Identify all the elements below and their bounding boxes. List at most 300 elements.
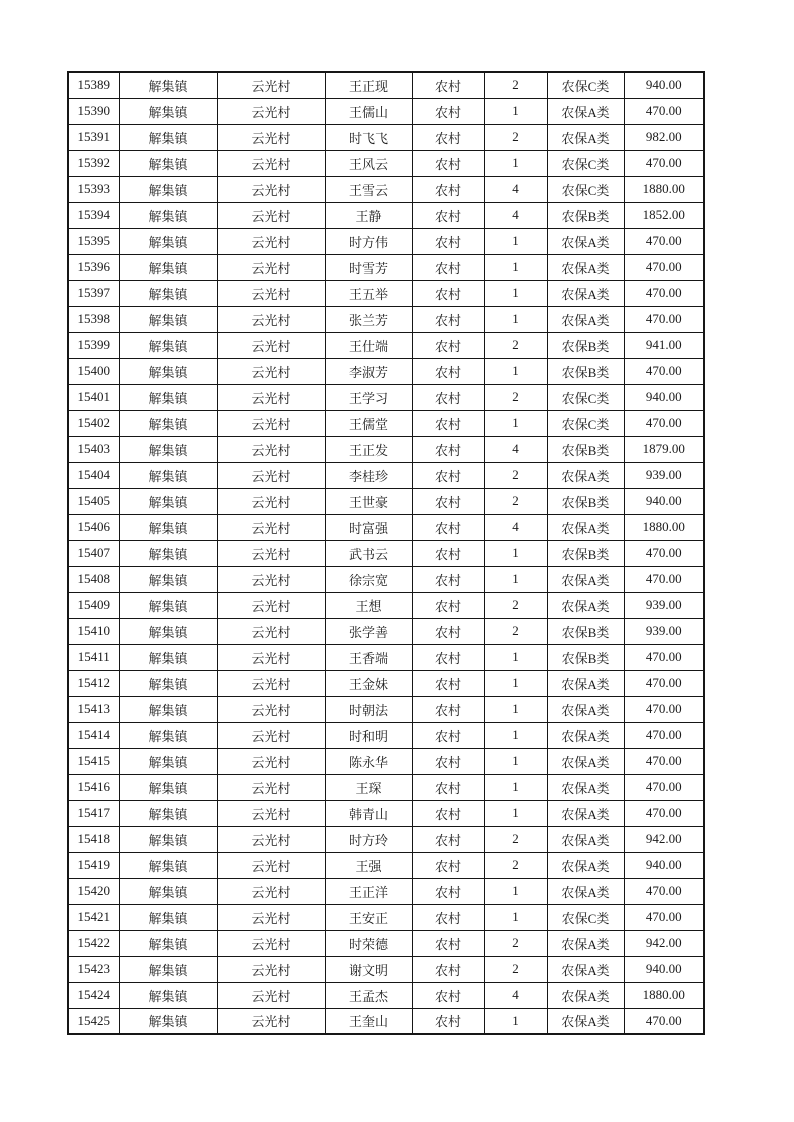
table-row: [68, 774, 704, 800]
cell-serial-number: 15397: [68, 280, 119, 306]
cell-town: 解集镇: [119, 644, 217, 670]
cell-village: 云光村: [217, 826, 325, 852]
table-row: [68, 800, 704, 826]
table-row: [68, 644, 704, 670]
cell-insurance-category: 农保A类: [547, 800, 624, 826]
cell-person-name: 王学习: [325, 384, 412, 410]
cell-person-count: 2: [484, 592, 547, 618]
cell-person-count: 1: [484, 696, 547, 722]
cell-insurance-category: 农保A类: [547, 852, 624, 878]
cell-town: 解集镇: [119, 748, 217, 774]
cell-amount: 470.00: [624, 306, 704, 332]
table-row: [68, 384, 704, 410]
cell-serial-number: 15391: [68, 124, 119, 150]
cell-amount: 470.00: [624, 696, 704, 722]
table-row: [68, 878, 704, 904]
cell-village: 云光村: [217, 488, 325, 514]
cell-insurance-category: 农保B类: [547, 644, 624, 670]
cell-serial-number: 15399: [68, 332, 119, 358]
cell-insurance-category: 农保C类: [547, 410, 624, 436]
cell-person-name: 时和明: [325, 722, 412, 748]
cell-serial-number: 15411: [68, 644, 119, 670]
table-row: [68, 98, 704, 124]
table-row: [68, 228, 704, 254]
cell-person-name: 王奎山: [325, 1008, 412, 1034]
cell-village: 云光村: [217, 878, 325, 904]
cell-amount: 470.00: [624, 670, 704, 696]
cell-village: 云光村: [217, 670, 325, 696]
cell-person-name: 王孟杰: [325, 982, 412, 1008]
cell-serial-number: 15421: [68, 904, 119, 930]
cell-residence-type: 农村: [412, 670, 484, 696]
cell-amount: 939.00: [624, 462, 704, 488]
cell-insurance-category: 农保A类: [547, 124, 624, 150]
cell-person-name: 王正现: [325, 72, 412, 98]
cell-town: 解集镇: [119, 462, 217, 488]
cell-town: 解集镇: [119, 670, 217, 696]
cell-insurance-category: 农保A类: [547, 98, 624, 124]
cell-village: 云光村: [217, 332, 325, 358]
cell-residence-type: 农村: [412, 228, 484, 254]
cell-village: 云光村: [217, 1008, 325, 1034]
cell-town: 解集镇: [119, 1008, 217, 1034]
cell-serial-number: 15392: [68, 150, 119, 176]
cell-town: 解集镇: [119, 956, 217, 982]
cell-insurance-category: 农保C类: [547, 904, 624, 930]
table-row: [68, 722, 704, 748]
cell-village: 云光村: [217, 800, 325, 826]
cell-village: 云光村: [217, 124, 325, 150]
cell-insurance-category: 农保A类: [547, 670, 624, 696]
cell-village: 云光村: [217, 592, 325, 618]
cell-residence-type: 农村: [412, 826, 484, 852]
cell-amount: 982.00: [624, 124, 704, 150]
cell-town: 解集镇: [119, 254, 217, 280]
cell-village: 云光村: [217, 514, 325, 540]
table-row: [68, 332, 704, 358]
cell-person-name: 张兰芳: [325, 306, 412, 332]
cell-amount: 1880.00: [624, 176, 704, 202]
cell-person-count: 2: [484, 852, 547, 878]
cell-serial-number: 15425: [68, 1008, 119, 1034]
cell-person-count: 1: [484, 410, 547, 436]
cell-person-name: 王正发: [325, 436, 412, 462]
cell-person-count: 1: [484, 800, 547, 826]
cell-serial-number: 15404: [68, 462, 119, 488]
cell-village: 云光村: [217, 306, 325, 332]
cell-person-name: 王香端: [325, 644, 412, 670]
cell-person-name: 王世豪: [325, 488, 412, 514]
cell-amount: 470.00: [624, 98, 704, 124]
table-row: [68, 306, 704, 332]
table-row: [68, 488, 704, 514]
cell-amount: 940.00: [624, 956, 704, 982]
cell-amount: 470.00: [624, 410, 704, 436]
cell-village: 云光村: [217, 384, 325, 410]
cell-town: 解集镇: [119, 722, 217, 748]
cell-person-count: 1: [484, 748, 547, 774]
cell-insurance-category: 农保A类: [547, 306, 624, 332]
table-row: [68, 826, 704, 852]
cell-person-count: 2: [484, 618, 547, 644]
cell-town: 解集镇: [119, 982, 217, 1008]
cell-person-count: 2: [484, 462, 547, 488]
cell-person-name: 时朝法: [325, 696, 412, 722]
cell-town: 解集镇: [119, 124, 217, 150]
cell-amount: 470.00: [624, 566, 704, 592]
cell-amount: 470.00: [624, 644, 704, 670]
cell-serial-number: 15410: [68, 618, 119, 644]
cell-residence-type: 农村: [412, 332, 484, 358]
cell-amount: 941.00: [624, 332, 704, 358]
table-row: [68, 410, 704, 436]
cell-person-name: 张学善: [325, 618, 412, 644]
cell-serial-number: 15416: [68, 774, 119, 800]
cell-serial-number: 15422: [68, 930, 119, 956]
cell-residence-type: 农村: [412, 722, 484, 748]
cell-insurance-category: 农保A类: [547, 982, 624, 1008]
cell-person-count: 1: [484, 254, 547, 280]
cell-insurance-category: 农保A类: [547, 462, 624, 488]
cell-person-count: 1: [484, 98, 547, 124]
cell-village: 云光村: [217, 748, 325, 774]
cell-village: 云光村: [217, 202, 325, 228]
cell-village: 云光村: [217, 72, 325, 98]
cell-town: 解集镇: [119, 904, 217, 930]
cell-insurance-category: 农保A类: [547, 878, 624, 904]
cell-serial-number: 15396: [68, 254, 119, 280]
cell-residence-type: 农村: [412, 436, 484, 462]
cell-town: 解集镇: [119, 566, 217, 592]
cell-person-count: 4: [484, 436, 547, 462]
cell-town: 解集镇: [119, 878, 217, 904]
cell-insurance-category: 农保B类: [547, 488, 624, 514]
cell-person-count: 2: [484, 826, 547, 852]
cell-insurance-category: 农保A类: [547, 956, 624, 982]
cell-person-name: 时方玲: [325, 826, 412, 852]
cell-residence-type: 农村: [412, 202, 484, 228]
cell-insurance-category: 农保A类: [547, 696, 624, 722]
cell-village: 云光村: [217, 150, 325, 176]
table-row: [68, 670, 704, 696]
cell-person-count: 1: [484, 358, 547, 384]
cell-amount: 1880.00: [624, 982, 704, 1008]
cell-amount: 940.00: [624, 384, 704, 410]
cell-town: 解集镇: [119, 332, 217, 358]
cell-town: 解集镇: [119, 410, 217, 436]
cell-amount: 939.00: [624, 592, 704, 618]
cell-residence-type: 农村: [412, 514, 484, 540]
cell-village: 云光村: [217, 436, 325, 462]
cell-village: 云光村: [217, 540, 325, 566]
cell-residence-type: 农村: [412, 540, 484, 566]
cell-insurance-category: 农保A类: [547, 566, 624, 592]
cell-serial-number: 15405: [68, 488, 119, 514]
cell-serial-number: 15402: [68, 410, 119, 436]
cell-residence-type: 农村: [412, 176, 484, 202]
cell-residence-type: 农村: [412, 488, 484, 514]
cell-person-count: 1: [484, 904, 547, 930]
cell-amount: 942.00: [624, 826, 704, 852]
cell-insurance-category: 农保A类: [547, 514, 624, 540]
cell-person-name: 王仕端: [325, 332, 412, 358]
cell-village: 云光村: [217, 618, 325, 644]
cell-residence-type: 农村: [412, 956, 484, 982]
cell-person-name: 时富强: [325, 514, 412, 540]
cell-town: 解集镇: [119, 358, 217, 384]
cell-person-count: 4: [484, 176, 547, 202]
cell-serial-number: 15415: [68, 748, 119, 774]
table-row: [68, 176, 704, 202]
cell-person-name: 李桂珍: [325, 462, 412, 488]
cell-residence-type: 农村: [412, 280, 484, 306]
table-row: [68, 904, 704, 930]
cell-village: 云光村: [217, 982, 325, 1008]
cell-insurance-category: 农保B类: [547, 618, 624, 644]
cell-town: 解集镇: [119, 436, 217, 462]
cell-insurance-category: 农保A类: [547, 228, 624, 254]
cell-village: 云光村: [217, 566, 325, 592]
cell-person-count: 4: [484, 982, 547, 1008]
cell-person-name: 王琛: [325, 774, 412, 800]
cell-town: 解集镇: [119, 696, 217, 722]
cell-residence-type: 农村: [412, 696, 484, 722]
cell-amount: 942.00: [624, 930, 704, 956]
cell-village: 云光村: [217, 774, 325, 800]
cell-town: 解集镇: [119, 306, 217, 332]
cell-person-name: 王强: [325, 852, 412, 878]
cell-village: 云光村: [217, 852, 325, 878]
cell-residence-type: 农村: [412, 254, 484, 280]
cell-serial-number: 15394: [68, 202, 119, 228]
cell-residence-type: 农村: [412, 878, 484, 904]
cell-residence-type: 农村: [412, 72, 484, 98]
cell-serial-number: 15409: [68, 592, 119, 618]
cell-residence-type: 农村: [412, 124, 484, 150]
table-row: [68, 358, 704, 384]
cell-person-name: 时飞飞: [325, 124, 412, 150]
cell-person-name: 王雪云: [325, 176, 412, 202]
cell-insurance-category: 农保C类: [547, 384, 624, 410]
table-row: [68, 514, 704, 540]
cell-amount: 470.00: [624, 1008, 704, 1034]
cell-insurance-category: 农保A类: [547, 254, 624, 280]
cell-amount: 470.00: [624, 358, 704, 384]
cell-person-name: 王想: [325, 592, 412, 618]
cell-amount: 1879.00: [624, 436, 704, 462]
cell-person-count: 2: [484, 930, 547, 956]
table-row: [68, 462, 704, 488]
cell-amount: 940.00: [624, 852, 704, 878]
cell-town: 解集镇: [119, 930, 217, 956]
table-body: [68, 72, 704, 1034]
cell-serial-number: 15393: [68, 176, 119, 202]
cell-residence-type: 农村: [412, 566, 484, 592]
cell-insurance-category: 农保B类: [547, 202, 624, 228]
cell-town: 解集镇: [119, 592, 217, 618]
cell-serial-number: 15419: [68, 852, 119, 878]
table-row: [68, 202, 704, 228]
cell-residence-type: 农村: [412, 774, 484, 800]
cell-village: 云光村: [217, 228, 325, 254]
cell-amount: 470.00: [624, 748, 704, 774]
cell-insurance-category: 农保A类: [547, 774, 624, 800]
cell-serial-number: 15414: [68, 722, 119, 748]
cell-amount: 940.00: [624, 72, 704, 98]
table-row: [68, 696, 704, 722]
cell-serial-number: 15389: [68, 72, 119, 98]
cell-insurance-category: 农保A类: [547, 930, 624, 956]
cell-residence-type: 农村: [412, 384, 484, 410]
cell-town: 解集镇: [119, 540, 217, 566]
cell-village: 云光村: [217, 930, 325, 956]
cell-insurance-category: 农保A类: [547, 280, 624, 306]
cell-person-count: 1: [484, 878, 547, 904]
cell-person-count: 4: [484, 514, 547, 540]
cell-amount: 470.00: [624, 800, 704, 826]
cell-person-name: 王儒山: [325, 98, 412, 124]
cell-insurance-category: 农保C类: [547, 72, 624, 98]
cell-amount: 470.00: [624, 774, 704, 800]
cell-person-name: 徐宗宽: [325, 566, 412, 592]
cell-town: 解集镇: [119, 176, 217, 202]
cell-town: 解集镇: [119, 280, 217, 306]
cell-insurance-category: 农保A类: [547, 826, 624, 852]
cell-insurance-category: 农保B类: [547, 332, 624, 358]
cell-residence-type: 农村: [412, 358, 484, 384]
cell-person-count: 1: [484, 228, 547, 254]
cell-town: 解集镇: [119, 72, 217, 98]
table-row: [68, 956, 704, 982]
cell-town: 解集镇: [119, 618, 217, 644]
cell-serial-number: 15420: [68, 878, 119, 904]
cell-serial-number: 15413: [68, 696, 119, 722]
cell-person-name: 谢文明: [325, 956, 412, 982]
cell-insurance-category: 农保C类: [547, 176, 624, 202]
cell-insurance-category: 农保A类: [547, 592, 624, 618]
cell-amount: 470.00: [624, 280, 704, 306]
cell-residence-type: 农村: [412, 410, 484, 436]
cell-insurance-category: 农保B类: [547, 358, 624, 384]
cell-insurance-category: 农保A类: [547, 748, 624, 774]
cell-serial-number: 15424: [68, 982, 119, 1008]
cell-residence-type: 农村: [412, 98, 484, 124]
cell-residence-type: 农村: [412, 748, 484, 774]
cell-person-name: 王静: [325, 202, 412, 228]
cell-serial-number: 15400: [68, 358, 119, 384]
cell-village: 云光村: [217, 696, 325, 722]
cell-amount: 470.00: [624, 878, 704, 904]
cell-amount: 470.00: [624, 904, 704, 930]
cell-serial-number: 15395: [68, 228, 119, 254]
cell-person-count: 1: [484, 566, 547, 592]
cell-person-count: 1: [484, 774, 547, 800]
cell-person-count: 1: [484, 644, 547, 670]
cell-village: 云光村: [217, 254, 325, 280]
cell-insurance-category: 农保A类: [547, 722, 624, 748]
cell-residence-type: 农村: [412, 618, 484, 644]
table-row: [68, 618, 704, 644]
cell-village: 云光村: [217, 176, 325, 202]
cell-person-count: 1: [484, 150, 547, 176]
cell-serial-number: 15406: [68, 514, 119, 540]
benefit-table: [67, 71, 705, 1035]
cell-village: 云光村: [217, 644, 325, 670]
cell-residence-type: 农村: [412, 982, 484, 1008]
cell-person-name: 李淑芳: [325, 358, 412, 384]
table-row: [68, 930, 704, 956]
cell-serial-number: 15390: [68, 98, 119, 124]
cell-insurance-category: 农保C类: [547, 150, 624, 176]
table-row: [68, 72, 704, 98]
cell-town: 解集镇: [119, 150, 217, 176]
cell-insurance-category: 农保B类: [547, 540, 624, 566]
cell-residence-type: 农村: [412, 1008, 484, 1034]
cell-serial-number: 15401: [68, 384, 119, 410]
cell-amount: 939.00: [624, 618, 704, 644]
cell-person-count: 2: [484, 72, 547, 98]
cell-village: 云光村: [217, 98, 325, 124]
cell-person-name: 武书云: [325, 540, 412, 566]
cell-serial-number: 15417: [68, 800, 119, 826]
cell-amount: 1852.00: [624, 202, 704, 228]
cell-residence-type: 农村: [412, 904, 484, 930]
cell-village: 云光村: [217, 462, 325, 488]
table-row: [68, 748, 704, 774]
cell-amount: 940.00: [624, 488, 704, 514]
table-row: [68, 150, 704, 176]
cell-town: 解集镇: [119, 514, 217, 540]
table-row: [68, 592, 704, 618]
cell-person-count: 1: [484, 1008, 547, 1034]
cell-person-count: 1: [484, 540, 547, 566]
table-row: [68, 982, 704, 1008]
cell-person-count: 2: [484, 384, 547, 410]
cell-village: 云光村: [217, 904, 325, 930]
cell-insurance-category: 农保A类: [547, 1008, 624, 1034]
cell-amount: 470.00: [624, 254, 704, 280]
cell-residence-type: 农村: [412, 592, 484, 618]
cell-person-name: 时雪芳: [325, 254, 412, 280]
cell-insurance-category: 农保B类: [547, 436, 624, 462]
cell-residence-type: 农村: [412, 306, 484, 332]
cell-residence-type: 农村: [412, 462, 484, 488]
cell-residence-type: 农村: [412, 150, 484, 176]
cell-amount: 470.00: [624, 228, 704, 254]
cell-person-name: 时方伟: [325, 228, 412, 254]
cell-person-count: 2: [484, 956, 547, 982]
cell-town: 解集镇: [119, 800, 217, 826]
cell-residence-type: 农村: [412, 930, 484, 956]
cell-person-name: 王五举: [325, 280, 412, 306]
cell-serial-number: 15398: [68, 306, 119, 332]
cell-residence-type: 农村: [412, 852, 484, 878]
table-row: [68, 852, 704, 878]
table-row: [68, 1008, 704, 1034]
cell-person-name: 时荣德: [325, 930, 412, 956]
cell-person-count: 2: [484, 124, 547, 150]
table-row: [68, 254, 704, 280]
cell-serial-number: 15408: [68, 566, 119, 592]
cell-village: 云光村: [217, 280, 325, 306]
cell-town: 解集镇: [119, 852, 217, 878]
cell-town: 解集镇: [119, 98, 217, 124]
cell-person-count: 2: [484, 488, 547, 514]
cell-person-name: 王儒堂: [325, 410, 412, 436]
cell-residence-type: 农村: [412, 800, 484, 826]
cell-serial-number: 15423: [68, 956, 119, 982]
table-row: [68, 436, 704, 462]
